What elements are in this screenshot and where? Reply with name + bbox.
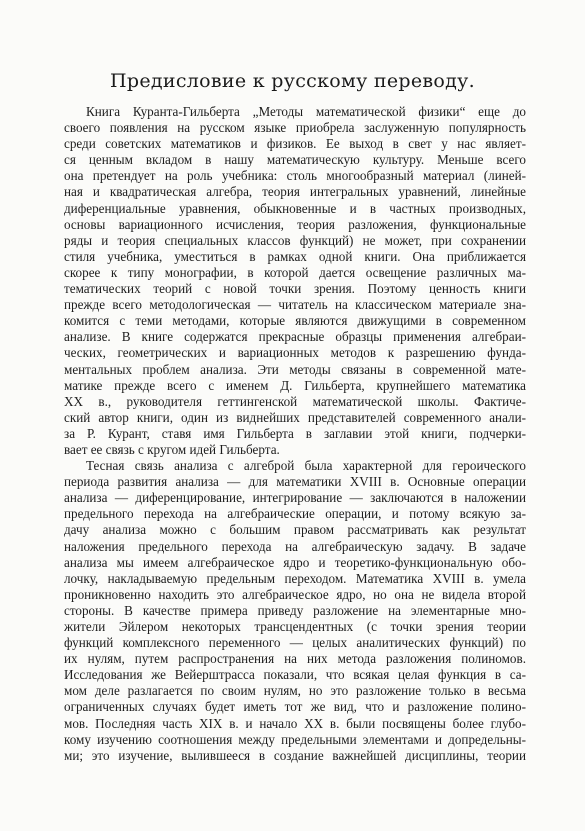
- text-line: проникновенно находить это алгебраическое ядро, но она не видела второй: [64, 586, 526, 602]
- text-line: XX в., руководителя геттингенской математической школы. Фактиче-: [64, 393, 526, 409]
- text-line: за Р. Курант, ставя имя Гильберта в заглавии этой книги, подчерки-: [64, 425, 526, 441]
- text-line: основы вариационного исчисления, теория разложения, функциональные: [64, 216, 526, 232]
- text-line: среди советских математиков и физиков. Ее выход в свет у нас являет-: [64, 136, 526, 152]
- text-line: кому изучению соотношения между предельными элементами и допредельны-: [64, 731, 526, 747]
- paragraph-2: [64, 458, 526, 764]
- text-line: ментальных проблем анализа. Эти методы связаны в современной мате-: [64, 361, 526, 377]
- text-line: диференциальные уравнения, обыкновенные и в частных производных,: [64, 200, 526, 216]
- text-line: ограниченных случаях будет иметь тот же вид, что и разложение полино-: [64, 699, 526, 715]
- text-line: комится с теми методами, которые являются движущими в современном: [64, 313, 526, 329]
- text-line: анализа — диференцирование, интегрирование — заключаются в наложении: [64, 490, 526, 506]
- text-line: их нулям, путем распространения на них метода разложения полиномов.: [64, 651, 526, 667]
- preface-body: [64, 104, 526, 764]
- text-line: Тесная связь анализа с алгеброй была характерной для героического: [86, 458, 526, 474]
- text-line: наложения предельного перехода на алгебраическую задачу. В задаче: [64, 538, 526, 554]
- text-line: Книга Куранта-Гильберта „Методы математической физики“ еще до: [86, 104, 526, 119]
- text-line: анализе. В книге содержатся прекрасные образцы применения алгебраи-: [64, 329, 526, 345]
- text-line: анализа мы имеем алгебраическое ядро и теоретико-функциональную обо-: [64, 554, 526, 570]
- text-line: функций комплексного переменного — целых аналитических функций) по: [64, 635, 526, 651]
- text-line: ми; это изучение, вылившееся в создание важнейшей дисциплины, теории: [64, 747, 526, 763]
- text-line: дачу анализа можно с большим правом рассматривать как результат: [64, 522, 526, 538]
- text-line: предельного перехода на алгебраические операции, и потому всякую за-: [64, 506, 526, 522]
- text-line: ная и квадратическая алгебра, теория интегральных уравнений, линейные: [64, 184, 526, 200]
- text-line: тематических теорий с новой точки зрения. Поэтому ценность книги: [64, 281, 526, 297]
- paragraph-1: [64, 104, 526, 458]
- text-line: жители Эйлером некоторых трансцендентных (с точки зрения теории: [64, 619, 526, 634]
- text-line: ся ценным вкладом в нашу математическую культуру. Меньше всего: [64, 152, 526, 168]
- text-line: ческих, геометрических и вариационных методов к разрешению фунда-: [64, 345, 526, 361]
- text-line: периода развития анализа — для математики XVIII в. Основные операции: [64, 474, 526, 490]
- text-line: прежде всего методологическая — читатель на классическом материале зна-: [64, 297, 526, 313]
- text-line: ский автор книги, один из виднейших представителей современного анали-: [64, 409, 526, 425]
- text-line: лочку, накладываемую предельным переходом. Математика XVIII в. умела: [64, 570, 526, 586]
- text-line: она претендует на роль учебника: столь многообразный материал (линей-: [64, 168, 526, 184]
- text-line: вает ее связь с кругом идей Гильберта.: [64, 441, 280, 457]
- text-line: скорее к типу монографии, в которой дается освещение различных ма-: [64, 264, 526, 280]
- text-line: своего появления на русском языке приобрела заслуженную популярность: [64, 120, 526, 136]
- text-line: ряды и теория специальных классов функций) не может, при сохранении: [64, 232, 526, 248]
- text-line: мом деле разлагается по своим нулям, но это разложение только в весьма: [64, 683, 526, 699]
- text-line: мов. Последняя часть XIX в. и начало XX в. были посвящены более глубо-: [64, 715, 526, 731]
- text-line: стиля учебника, уместиться в рамках одной книги. Она приближается: [64, 248, 526, 264]
- text-line: матике прежде всего с именем Д. Гильберта, крупнейшего математика: [64, 377, 526, 393]
- preface-title: Предисловие к русскому переводу.: [110, 70, 475, 92]
- text-line: Исследования же Вейерштрасса показали, что всякая целая функция в са-: [64, 667, 526, 683]
- text-line: стороны. В качестве примера приведу разложение на элементарные мно-: [64, 602, 526, 618]
